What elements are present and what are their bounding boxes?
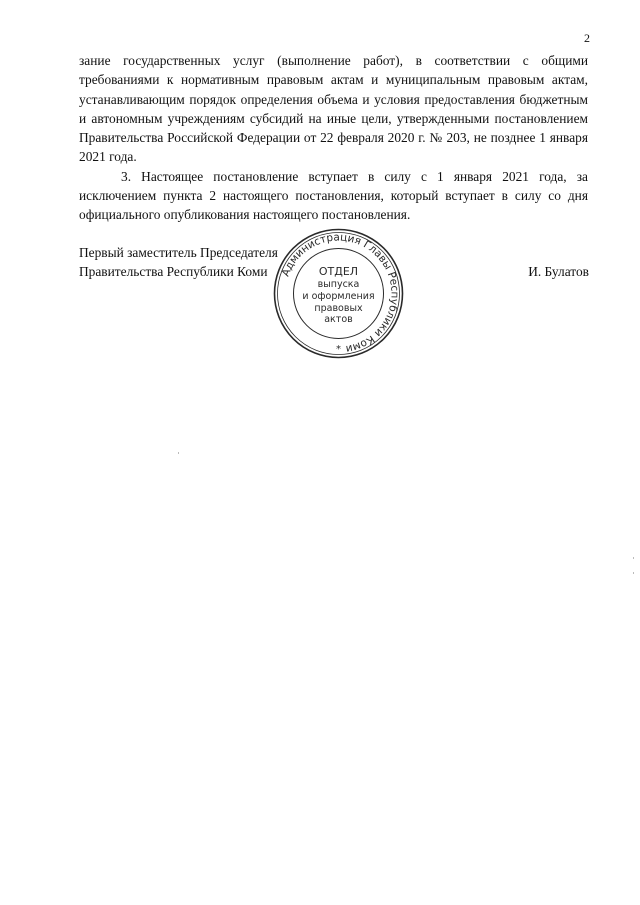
- paragraph-continuation: зание государственных услуг (выполнение работ), в соответствии с общими требованиями к нормативным правовым актам и муниципальным правовым актам, устанавливающим порядок определения объема и условия предоставления бюджетным и автономным учреждениям субсидий на иные цели, утвержденными постановлением Правительства Российской Федерации от 22 февраля 2020 г. № 203, не позднее 1 января 2021 года.: [79, 53, 588, 165]
- page-number: 2: [584, 31, 590, 45]
- stamp-seal-icon: [271, 226, 406, 361]
- stamp-center-line-1: ОТДЕЛ: [318, 265, 359, 278]
- signer-title-line-2: Правительства Республики Коми: [79, 264, 268, 279]
- stamp-center-line-5: актов: [324, 314, 353, 325]
- official-stamp: [271, 226, 406, 361]
- document-body: [79, 51, 588, 225]
- stamp-center-line-2: выпуска: [317, 279, 360, 290]
- scan-speck: [178, 452, 179, 454]
- stamp-center-line-3: и оформления: [302, 291, 375, 302]
- stamp-star: *: [336, 344, 341, 355]
- scan-speck: [633, 557, 634, 559]
- signer-title-line-1: Первый заместитель Председателя: [79, 245, 278, 260]
- stamp-ring-text: Администрация Главы Республики Коми: [279, 231, 401, 355]
- scan-speck: [633, 572, 634, 574]
- stamp-center-line-4: правовых: [314, 303, 363, 314]
- signer-name: И. Булатов: [528, 264, 589, 279]
- paragraph-3: 3. Настоящее постановление вступает в силу с 1 января 2021 года, за исключением пункта 2 настоящего постановления, который вступает в силу со дня официального опубликования настоящего постановления.: [79, 168, 588, 223]
